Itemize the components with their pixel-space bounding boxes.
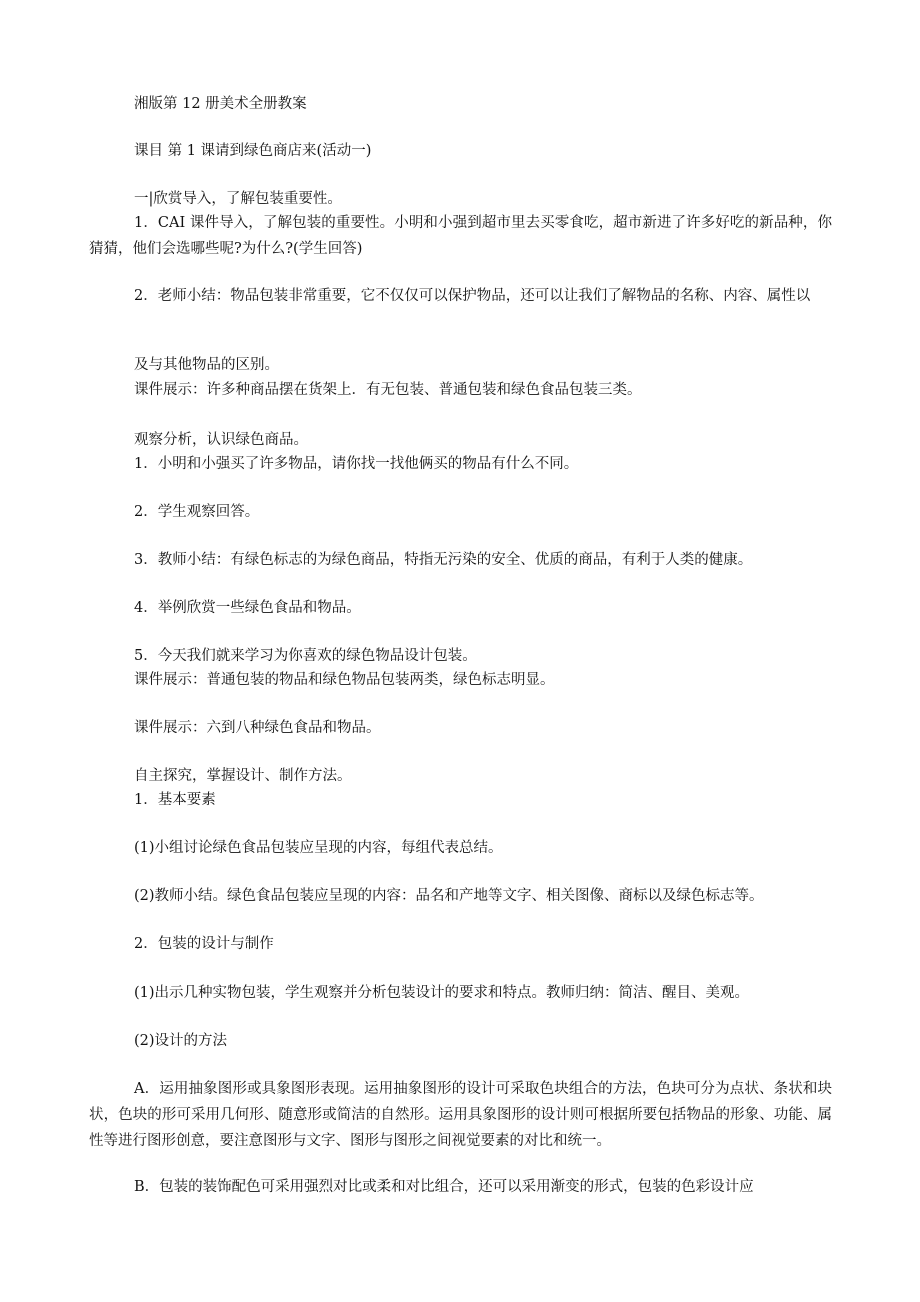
- subheading-design-production: 2．包装的设计与制作: [134, 936, 274, 952]
- section-heading-explore: 自主探究，掌握设计、制作方法。: [134, 768, 352, 784]
- courseware-display-2: 课件展示：普通包装的物品和绿色物品包装两类，绿色标志明显。: [134, 672, 555, 688]
- list-item: (1)小组讨论绿色食品包装应呈现的内容，每组代表总结。: [134, 840, 503, 856]
- subheading-design-method: (2)设计的方法: [134, 1033, 228, 1049]
- list-item: 3．教师小结：有绿色标志的为绿色商品，特指无污染的安全、优质的商品，有利于人类的健康。: [134, 552, 753, 568]
- section-heading-intro: 一|欣赏导入，了解包装重要性。: [134, 191, 342, 207]
- list-item: 5．今天我们就来学习为你喜欢的绿色物品设计包装。: [134, 648, 477, 664]
- courseware-display-3: 课件展示：六到八种绿色食品和物品。: [134, 720, 381, 736]
- list-item: (1)出示几种实物包装，学生观察并分析包装设计的要求和特点。教师归纳：简洁、醒目、美观。: [134, 985, 750, 1001]
- paragraph-method-a: A．运用抽象图形或具象图形表现。运用抽象图形的设计可采取色块组合的方法，色块可分为点状、条状和块状，色块的形可采用几何形、随意形或简洁的自然形。运用具象图形的设计则可根据所要包括物品的形象、功能、属性等进行图形创意，要注意图形与文字、图形与图形之间视觉要素的对比和统一。: [89, 1081, 832, 1149]
- list-item: 1．小明和小强买了许多物品，请你找一找他俩买的物品有什么不同。: [134, 456, 579, 472]
- section-heading-observe: 观察分析，认识绿色商品。: [134, 432, 308, 448]
- subheading-basic-elements: 1．基本要素: [134, 792, 216, 808]
- document-title: 湘版第 12 册美术全册教案: [134, 96, 307, 112]
- courseware-display-1: 课件展示：许多种商品摆在货架上．有无包装、普通包装和绿色食品包装三类。: [134, 382, 642, 398]
- paragraph-continuation: 及与其他物品的区别。: [134, 357, 279, 373]
- list-item: 4．举例欣赏一些绿色食品和物品。: [134, 600, 361, 616]
- list-item: (2)教师小结。绿色食品包装应呈现的内容：品名和产地等文字、相关图像、商标以及绿色标志等。: [134, 888, 764, 904]
- paragraph-teacher-summary: 2．老师小结：物品包装非常重要，它不仅仅可以保护物品，还可以让我们了解物品的名称、内容、属性以: [134, 288, 811, 304]
- paragraph-cai-intro: 1．CAI 课件导入，了解包装的重要性。小明和小强到超市里去买零食吃，超市新进了许多好吃的新品种，你猜猜，他们会选哪些呢?为什么?(学生回答): [89, 215, 832, 257]
- paragraph-method-b: B．包装的装饰配色可采用强烈对比或柔和对比组合，还可以采用渐变的形式，包装的色彩设计应: [134, 1179, 754, 1195]
- lesson-title: 课目 第 1 课请到绿色商店来(活动一): [134, 143, 372, 159]
- list-item: 2．学生观察回答。: [134, 504, 260, 520]
